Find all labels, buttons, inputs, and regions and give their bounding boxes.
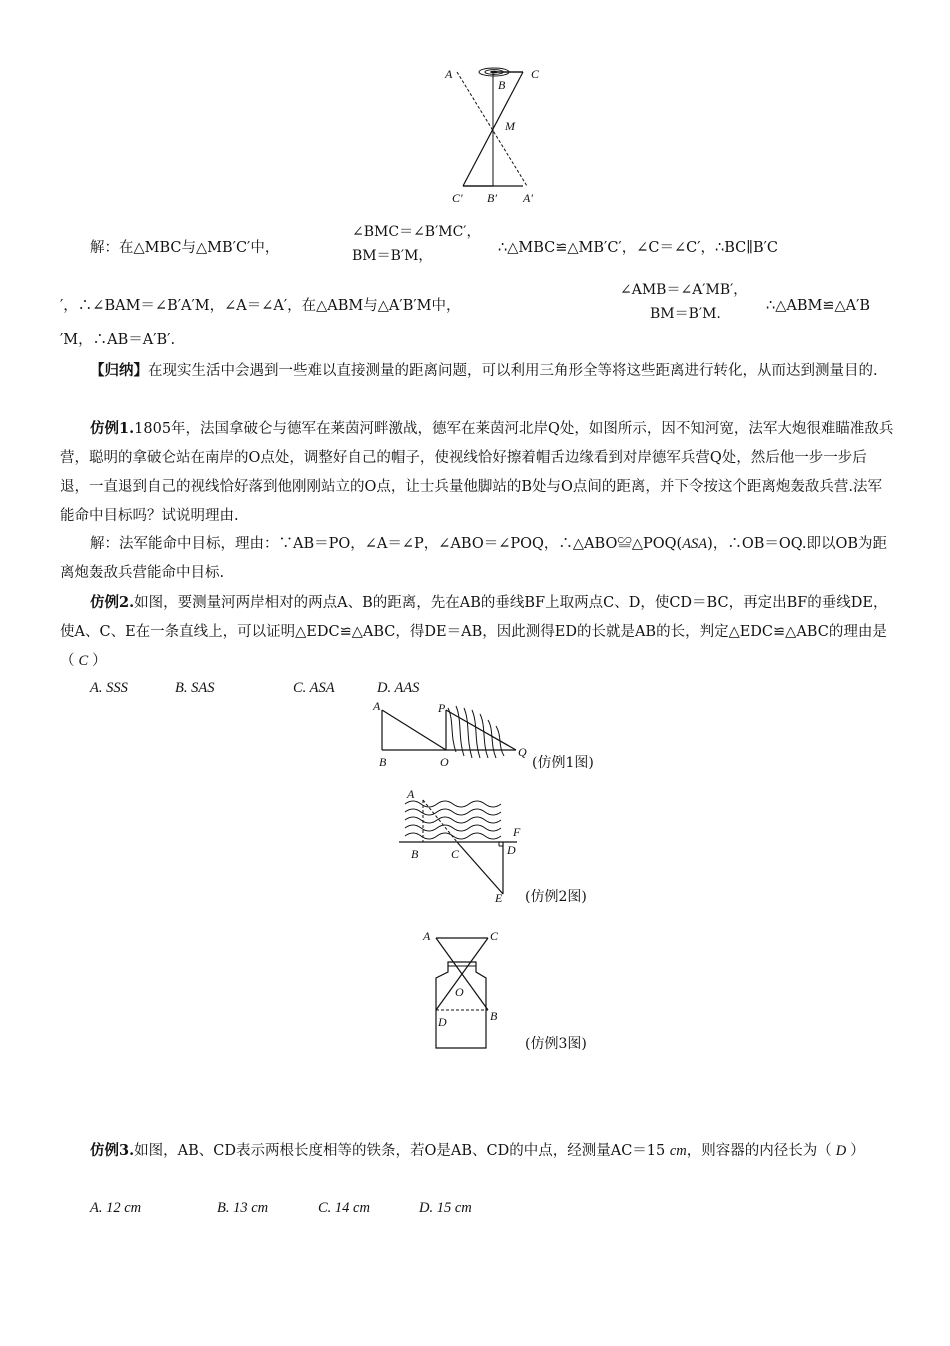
- example-2-option-a: A. SSS: [90, 680, 128, 696]
- solution-line-1-suffix: ∴△MBC≌△MB′C′，∠C＝∠C′，∴BC∥B′C: [498, 240, 778, 256]
- fig1-label-Q: Q: [518, 745, 527, 759]
- figure-1-caption: (仿例1图): [532, 755, 594, 771]
- example-3-question: [60, 1136, 894, 1166]
- example-3-unit: cm: [669, 1143, 687, 1159]
- example-3-text-a: 如图，AB、CD表示两根长度相等的铁条，若O是AB、CD的中点，经测量AC＝15: [134, 1143, 670, 1159]
- label-B-prime: B′: [487, 191, 497, 205]
- solution-line-3: ′M，∴AB＝A′B′.: [60, 332, 176, 348]
- example-1-answer-asa: ASA: [682, 536, 708, 552]
- example-1-answer-a: 解：法军能命中目标，理由：∵AB＝PO，∠A＝∠P，∠ABO＝∠POQ，∴△ABO≌△POQ(: [90, 536, 683, 552]
- fig3-label-B: B: [490, 1009, 498, 1023]
- example-1-answer: [60, 530, 894, 588]
- example-2-answer: C: [78, 653, 89, 669]
- solution-line-1-prefix: 解：在△MBC与△MB′C′中，: [90, 240, 280, 256]
- fig1-label-O: O: [440, 755, 449, 769]
- solution-line-2-suffix: ∴△ABM≌△A′B: [766, 298, 871, 314]
- summary-text: 在现实生活中会遇到一些难以直接测量的距离问题，可以利用三角形全等将这些距离进行转化，从而达到测量目的.: [148, 363, 878, 379]
- system-1-line-1: ∠BMC＝∠B′MC′，: [352, 224, 481, 240]
- fig2-label-F: F: [513, 825, 521, 839]
- fig1-label-B: B: [379, 755, 387, 769]
- fig3-label-D: D: [438, 1015, 447, 1029]
- fig1-label-P: P: [438, 701, 446, 715]
- example-1-question: [60, 414, 894, 531]
- example-3-option-d: D. 15 cm: [419, 1200, 472, 1216]
- fig2-label-B: B: [411, 847, 419, 861]
- summary-paragraph: [60, 356, 894, 386]
- example-3-option-a: A. 12 cm: [90, 1200, 142, 1216]
- fig3-label-O: O: [455, 985, 464, 999]
- example-3-answer: D: [835, 1143, 847, 1159]
- label-C: C: [531, 67, 540, 81]
- example-3-option-c: C. 14 cm: [318, 1200, 370, 1216]
- solution-line-1: [90, 234, 894, 263]
- example-3-option-b: B. 13 cm: [217, 1200, 269, 1216]
- figure-hourglass: [435, 58, 550, 208]
- solution-line-2: [60, 292, 894, 321]
- label-C-prime: C′: [452, 191, 463, 205]
- example-3-title: 仿例3.: [90, 1142, 135, 1159]
- fig1-label-A: A: [373, 699, 381, 713]
- fig2-label-D: D: [507, 843, 516, 857]
- example-1-text: 1805年，法国拿破仑与德军在莱茵河畔激战，德军在莱茵河北岸Q处，如图所示，因不知河宽，法军大炮很难瞄准敌兵营，聪明的拿破仑站在南岸的O点处，调整好自己的帽子，使视线恰好擦着帽舌边缘看到对岸德军兵营Q处，然后他一步一步后退，一直退到自己的视线恰好落到他刚刚站立的O点，让士兵量他脚站的B处与O点间的距离，并下令按这个距离炮轰敌兵营.法军能命中目标吗？试说明理由.: [60, 421, 894, 524]
- fig2-label-E: E: [495, 891, 503, 905]
- solution-line-2-prefix: ′，∴∠BAM＝∠B′A′M，∠A＝∠A′，在△ABM与△A′B′M中，: [60, 298, 461, 314]
- figure-example-2: [395, 784, 530, 906]
- example-2-question: [60, 588, 894, 676]
- summary-tag: 【归纳】: [90, 362, 148, 379]
- figure-2-caption: (仿例2图): [525, 889, 587, 905]
- fig2-label-C: C: [451, 847, 460, 861]
- fig2-label-A: A: [407, 787, 415, 801]
- figure-3-caption: (仿例3图): [525, 1036, 587, 1052]
- example-1-title: 仿例1.: [90, 420, 135, 437]
- example-1-answer-b: )，∴OB＝OQ.即以OB为距离炮轰敌兵营能命中目标.: [60, 536, 888, 581]
- example-3-options: [90, 1194, 924, 1223]
- system-2-line-2: BM＝B′M.: [650, 306, 721, 322]
- example-2-option-b: B. SAS: [175, 680, 215, 696]
- label-A-prime: A′: [523, 191, 533, 205]
- system-2-line-1: ∠AMB＝∠A′MB′，: [620, 282, 748, 298]
- system-1-line-2: BM＝B′M，: [352, 248, 433, 264]
- figure-example-1: [370, 696, 540, 776]
- example-2-option-c: C. ASA: [293, 680, 335, 696]
- fig3-label-C: C: [490, 929, 499, 943]
- label-M: M: [505, 119, 515, 133]
- label-B: B: [498, 78, 506, 92]
- example-2-close: ）: [92, 653, 107, 669]
- figure-example-3: [420, 926, 510, 1054]
- example-2-option-d: D. AAS: [377, 680, 420, 696]
- example-2-title: 仿例2.: [90, 594, 135, 611]
- fig3-label-A: A: [423, 929, 431, 943]
- example-3-text-b: ，则容器的内径长为（: [686, 1143, 832, 1159]
- label-A: A: [445, 67, 453, 81]
- example-2-text: 如图，要测量河两岸相对的两点A、B的距离，先在AB的垂线BF上取两点C、D，使CD＝BC，再定出BF的垂线DE，使A、C、E在一条直线上，可以证明△EDC≌△ABC，得DE＝AB，因此测得ED的长就是AB的长，判定△EDC≌△ABC的理由是（: [60, 595, 888, 669]
- example-3-close: ）: [850, 1143, 865, 1159]
